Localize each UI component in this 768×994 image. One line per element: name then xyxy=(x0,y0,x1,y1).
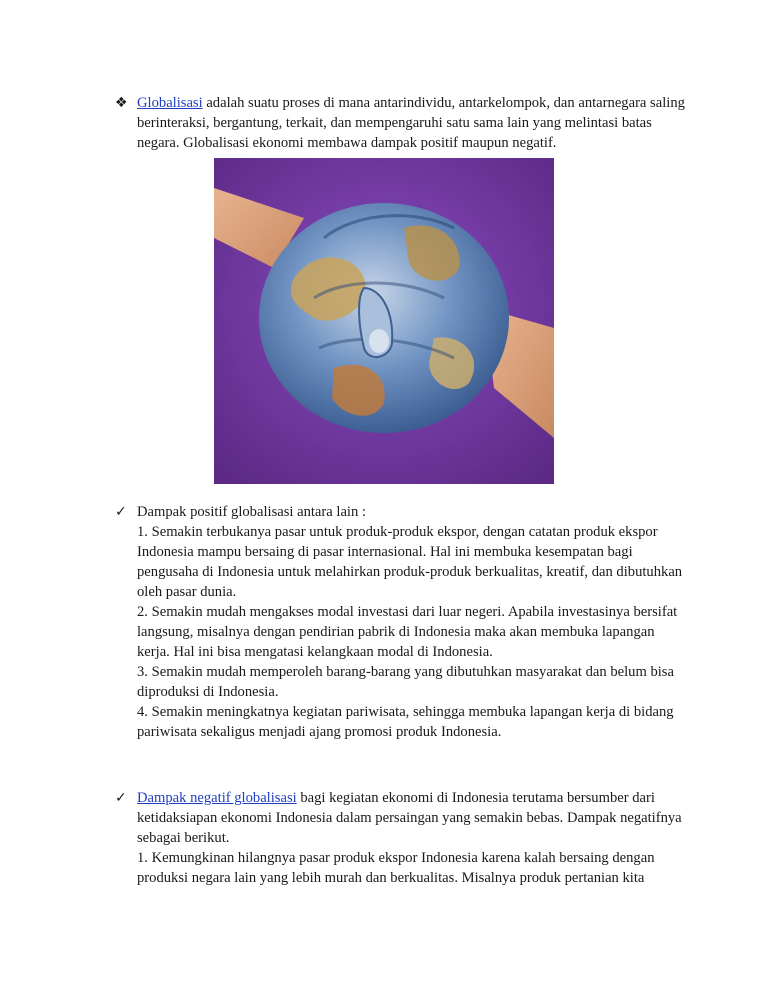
diamond-bullet-icon: ❖ xyxy=(115,95,128,111)
positive-impact-section xyxy=(115,502,685,742)
positive-point-1: 1. Semakin terbukanya pasar untuk produk-produk ekspor, dengan catatan produk ekspor Indonesia mampu bersaing di pasar internasional. Hal ini membuka kesempatan bagi pengusaha di Indonesia untuk melahirkan produk-produk berkualitas, kreatif, dan dibutuhkan oleh pasar dunia. xyxy=(137,524,683,600)
checkmark-bullet-icon: ✓ xyxy=(115,790,127,806)
checkmark-bullet-icon: ✓ xyxy=(115,504,127,520)
negative-impact-section xyxy=(115,788,685,888)
negative-text: bagi kegiatan ekonomi di Indonesia terutama bersumber dari ketidaksiapan ekonomi Indonesia dalam persaingan yang semakin bebas. Dampak negatifnya sebagai berikut. xyxy=(137,790,682,846)
dampak-negatif-link[interactable]: Dampak negatif globalisasi xyxy=(137,790,297,806)
intro-section xyxy=(115,93,685,153)
intro-paragraph xyxy=(137,93,685,153)
globe-hands-image xyxy=(214,158,554,484)
globalisasi-link[interactable]: Globalisasi xyxy=(137,95,203,111)
positive-point-4: 4. Semakin meningkatnya kegiatan pariwisata, sehingga membuka lapangan kerja di bidang pariwisata sekaligus menjadi ajang promosi produk Indonesia. xyxy=(137,704,674,740)
intro-text: adalah suatu proses di mana antarindividu, antarkelompok, dan antarnegara saling berinteraksi, bergantung, terkait, dan mempengaruhi satu sama lain yang melintasi batas negara. Globalisasi ekonomi membawa dampak positif maupun negatif. xyxy=(137,95,685,151)
positive-point-2: 2. Semakin mudah mengakses modal investasi dari luar negeri. Apabila investasinya bersifat langsung, misalnya dengan pendirian pabrik di Indonesia maka akan membuka lapangan kerja. Hal ini bisa mengatasi kelangkaan modal di Indonesia. xyxy=(137,604,678,660)
positive-heading: Dampak positif globalisasi antara lain : xyxy=(137,504,366,520)
positive-point-3: 3. Semakin mudah memperoleh barang-barang yang dibutuhkan masyarakat dan belum bisa diproduksi di Indonesia. xyxy=(137,664,674,700)
negative-paragraph xyxy=(137,788,685,848)
negative-point-1: 1. Kemungkinan hilangnya pasar produk ekspor Indonesia karena kalah bersaing dengan produksi negara lain yang lebih murah dan berkualitas. Misalnya produk pertanian kita xyxy=(137,850,655,886)
